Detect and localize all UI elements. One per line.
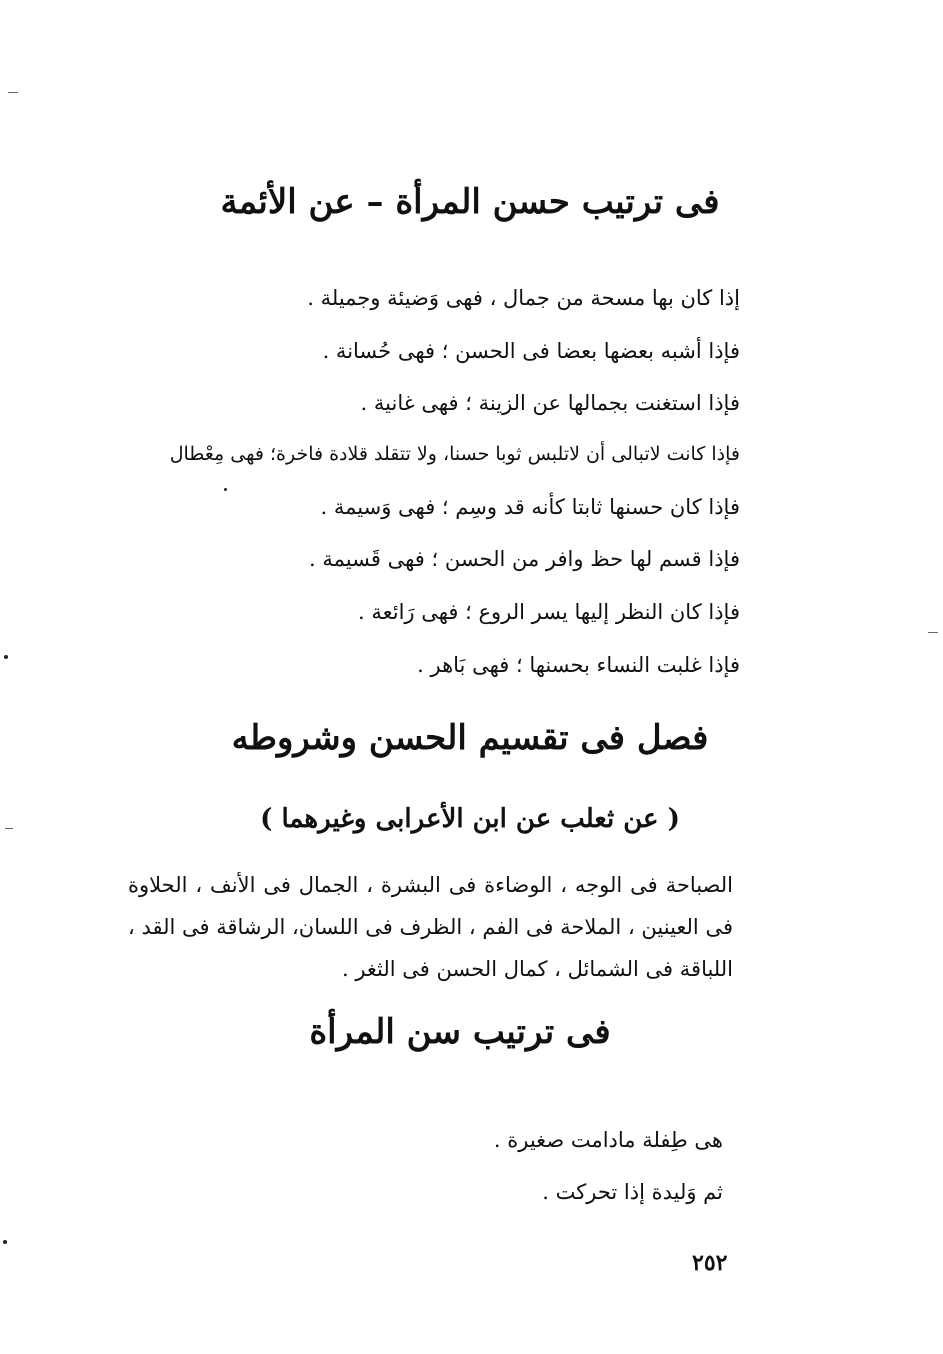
scan-mark [8,92,18,93]
scan-speck [3,1240,7,1244]
text-line: فإذا قسم لها حظ وافر من الحسن ؛ فهى قَسيمة . [309,547,740,571]
scan-mark [5,828,13,829]
scan-speck [4,655,8,659]
scan-speck [224,488,227,491]
text-line: فإذا كان حسنها ثابتا كأنه قد وسِم ؛ فهى وَسيمة . [320,495,740,519]
text-line: فإذا استغنت بجمالها عن الزينة ؛ فهى غانية . [360,391,740,415]
scan-mark [928,632,938,633]
text-line: فإذا كان النظر إليها يسر الروع ؛ فهى رَائعة . [358,600,740,624]
text-line: فإذا كانت لاتبالى أن لاتلبس ثوبا حسنا، ولا تتقلد قلادة فاخرة؛ فهى مِعْطال [169,443,740,465]
body-paragraph: الصباحة فى الوجه ، الوضاءة فى البشرة ، الجمال فى الأنف ، الحلاوة فى العينين ، الملاحة فى الفم ، الظرف فى اللسان، الرشاقة فى القد ، اللباقة فى الشمائل ، كمال الحسن فى الثغر . [128,873,733,981]
section-heading-woman-beauty-order: فى ترتيب حسن المرأة – عن الأئمة [220,182,720,222]
section-subtitle-source: ( عن ثعلب عن ابن الأعرابى وغيرهما ) [260,804,680,834]
text-line: فإذا أشبه بعضها بعضا فى الحسن ؛ فهى حُسانة . [322,339,740,363]
text-line: فإذا غلبت النساء بحسنها ؛ فهى بَاهر . [417,653,740,677]
section-heading-woman-age-order: فى ترتيب سن المرأة [309,1012,611,1052]
text-line: ثم وَليدة إذا تحركت . [542,1180,723,1204]
section-heading-beauty-classification: فصل فى تقسيم الحسن وشروطه [231,718,709,758]
text-line: إذا كان بها مسحة من جمال ، فهى وَضيئة وجميلة . [307,286,740,310]
text-line: هى طِفلة مادامت صغيرة . [493,1128,723,1152]
page-number: ٢٥٢ [692,1250,728,1276]
